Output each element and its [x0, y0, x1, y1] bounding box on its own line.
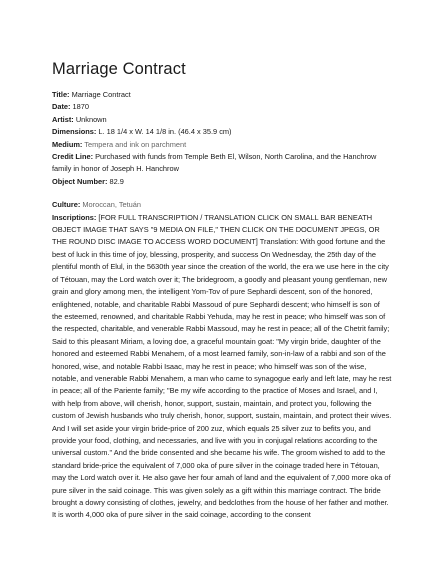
field-medium-value: Tempera and ink on parchment	[82, 139, 187, 149]
section-gap	[52, 188, 392, 199]
page-title: Marriage Contract	[52, 60, 186, 78]
field-date-label: Date:	[52, 102, 71, 112]
field-inscriptions	[52, 212, 392, 522]
field-dimensions	[52, 126, 392, 138]
field-credit-line	[52, 151, 392, 176]
field-culture	[52, 199, 392, 211]
document-page	[52, 60, 392, 522]
metadata-block	[52, 89, 392, 522]
field-date	[52, 101, 392, 113]
field-dimensions-value: L. 18 1/4 x W. 14 1/8 in. (46.4 x 35.9 cm)	[96, 127, 232, 137]
field-title-label: Title:	[52, 90, 70, 99]
field-object-number-value: 82.9	[107, 176, 124, 186]
field-title-value: Marriage Contract	[69, 90, 131, 99]
field-dimensions-label: Dimensions:	[52, 127, 97, 137]
field-object-number	[52, 176, 392, 188]
field-credit-line-label: Credit Line:	[52, 152, 94, 162]
field-artist-value: Unknown	[73, 114, 107, 124]
field-inscriptions-label: Inscriptions:	[52, 212, 97, 222]
field-medium-label: Medium:	[52, 139, 83, 149]
field-object-number-label: Object Number:	[52, 176, 108, 186]
field-artist	[52, 114, 392, 126]
field-credit-line-value: Purchased with funds from Temple Beth El, Wilson, North Carolina, and the Hanchrow family in honor of Joseph H. Hanchrow	[52, 152, 377, 174]
field-culture-label: Culture:	[52, 200, 81, 210]
field-date-value: 1870	[70, 102, 89, 112]
field-artist-label: Artist:	[52, 114, 74, 124]
field-culture-value: Moroccan, Tetuán	[80, 200, 142, 210]
field-medium	[52, 139, 392, 151]
field-inscriptions-value: [FOR FULL TRANSCRIPTION / TRANSLATION CLICK ON SMALL BAR BENEATH OBJECT IMAGE THAT SAYS "9 MEDIA ON FILE," THEN CLICK ON THE DOCUMENT JPEGS, OR THE ROUND DISC IMAGE TO ACCESS WORD DOCUMENT] Translation: With good fortune and the best of luck in this time of joy, blessing, prosperity, and success On Wednesday, the 25th day of the plentiful month of Elul, in the 5630th year since the creation of the world, the era we use here in the city of Tétouan, may the Lord watch over it; The bridegroom, a goodly and pleasant young gentleman, new grain and glory among men, the intelligent Yom-Tov of pure Sephardi descent, son of the honored, enlightened, notable, and charitable Rabbi Massoud of pure Sephardi descent; who himself is son of the esteemed, renowned, and charitable Rabbi Yehuda, may he rest in peace; who himself was son of the respected, charitable, and venerable Rabbi Massoud, may he rest in peace; all of the Chetrit family; Said to this pleasant Miriam, a loving doe, a graceful mountain goat: "My virgin bride, daughter of the honored and esteemed Rabbi Menahem, of a most learned family, son-in-law of a rabbi and son of the honored, wise, and notable Rabbi Isaac, may he rest in peace; who himself was son of the wise, notable, and venerable Rabbi Menahem, a man who came to synagogue early and left late, may he rest in peace; all of the Pariente family; "Be my wife according to the practice of Moses and Israel, and I, with help from above, will cherish, honor, support, sustain, maintain, and protect you, following the custom of Jewish husbands who truly cherish, honor, support, sustain, maintain, and protect their wives. And I will set aside your virgin bride-price of 200 zuz, which equals 25 silver zuz to befits you, and provide your food, clothing, and necessaries, and live with you in conjugal relations according to the universal custom." And the bride consented and she became his wife. The groom wished to add to the standard bride-price the equivalent of 7,000 oka of pure silver in the coinage traded here in Tétouan, may the Lord watch over it. He also gave her four amah of land and the equivalent of 7,000 more oka of pure silver in the said coinage. This was given solely as a gift within this marriage contract. The bride brought a dowry consisting of clothes, jewelry, and bedclothes from the house of her father and mother. It is worth 4,000 oka of pure silver in the said coinage, according to the consent	[52, 212, 392, 520]
field-title	[52, 89, 392, 101]
